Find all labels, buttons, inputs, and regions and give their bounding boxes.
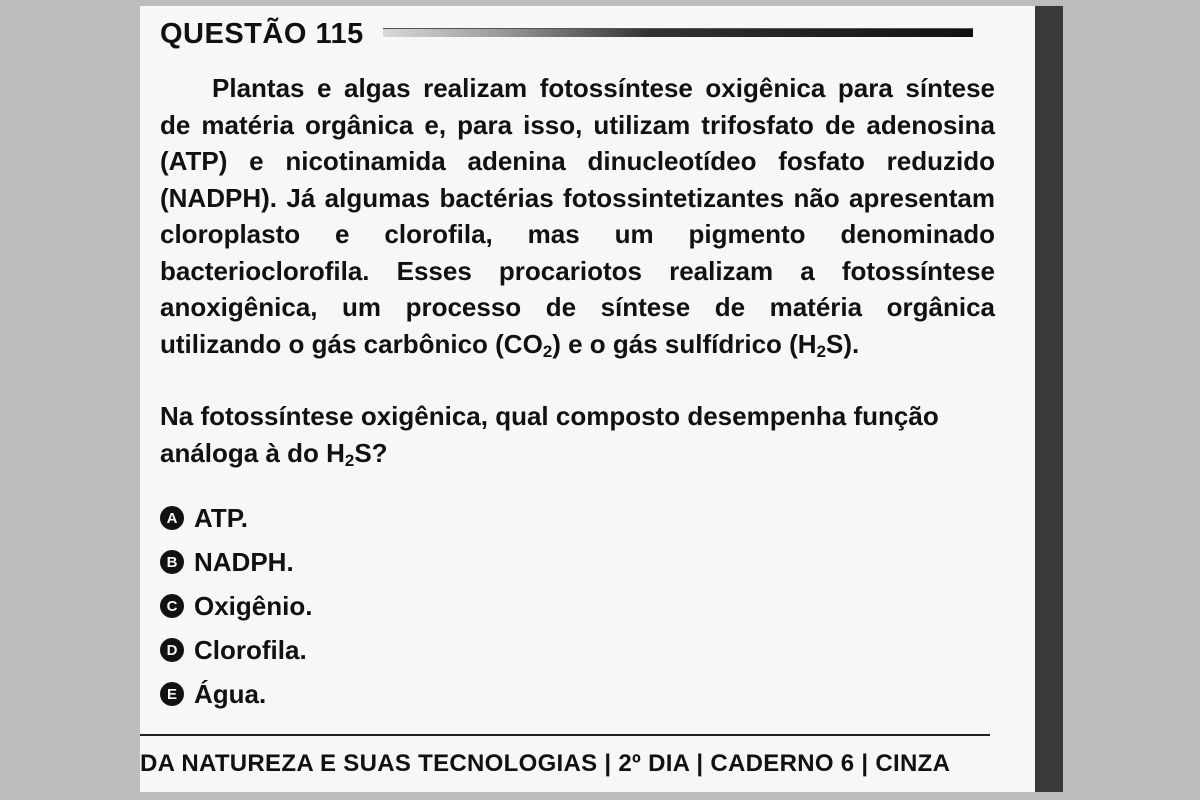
prompt-text-2: S? xyxy=(354,437,388,468)
header-rule xyxy=(383,28,973,37)
option-b-text: NADPH. xyxy=(194,546,294,577)
prompt-text: Na fotossíntese oxigênica, qual composto desempenha função análoga à do H xyxy=(160,401,939,468)
question-paragraph xyxy=(160,70,995,370)
page-edge-shadow xyxy=(1035,6,1063,792)
question-header xyxy=(160,18,364,51)
co2-subscript: 2 xyxy=(542,341,553,361)
option-d[interactable] xyxy=(160,628,312,672)
option-a[interactable] xyxy=(160,496,312,540)
paragraph-text-3: S). xyxy=(826,328,860,359)
option-b-badge-icon: B xyxy=(160,550,184,574)
answer-options xyxy=(160,496,312,716)
prompt-subscript: 2 xyxy=(344,450,355,470)
option-e-text: Água. xyxy=(194,678,267,709)
page-footer: DA NATUREZA E SUAS TECNOLOGIAS | 2º DIA | CADERNO 6 | CINZA xyxy=(140,750,951,777)
option-c-text: Oxigênio. xyxy=(194,590,313,621)
paragraph-text: Plantas e algas realizam fotossíntese oxigênica para síntese de matéria orgânica e, para isso, utilizam trifosfato de adenosina (ATP) e nicotinamida adenina dinucleotídeo fosfato reduzido (NADPH). Já algumas bactérias fotossintetizantes não apresentam cloroplasto e clorofila, mas um pigmento denominado bacterioclorofila. Esses procariotos realizam a fotossíntese anoxigênica, um processo de síntese de matéria orgânica utilizando o gás carbônico (CO xyxy=(160,73,995,359)
exam-page xyxy=(140,6,1035,792)
h2s-subscript: 2 xyxy=(816,341,826,361)
paragraph-text-2: ) e o gás sulfídrico (H xyxy=(552,328,817,359)
option-a-badge-icon: A xyxy=(160,506,184,530)
option-e[interactable] xyxy=(160,672,312,716)
footer-rule xyxy=(140,734,990,736)
option-e-badge-icon: E xyxy=(160,682,184,706)
option-a-text: ATP. xyxy=(194,502,248,533)
option-d-text: Clorofila. xyxy=(194,634,307,665)
option-b[interactable] xyxy=(160,540,312,584)
question-prompt xyxy=(160,398,995,479)
question-title: QUESTÃO 115 xyxy=(160,18,364,50)
option-c[interactable] xyxy=(160,584,312,628)
option-d-badge-icon: D xyxy=(160,638,184,662)
option-c-badge-icon: C xyxy=(160,594,184,618)
